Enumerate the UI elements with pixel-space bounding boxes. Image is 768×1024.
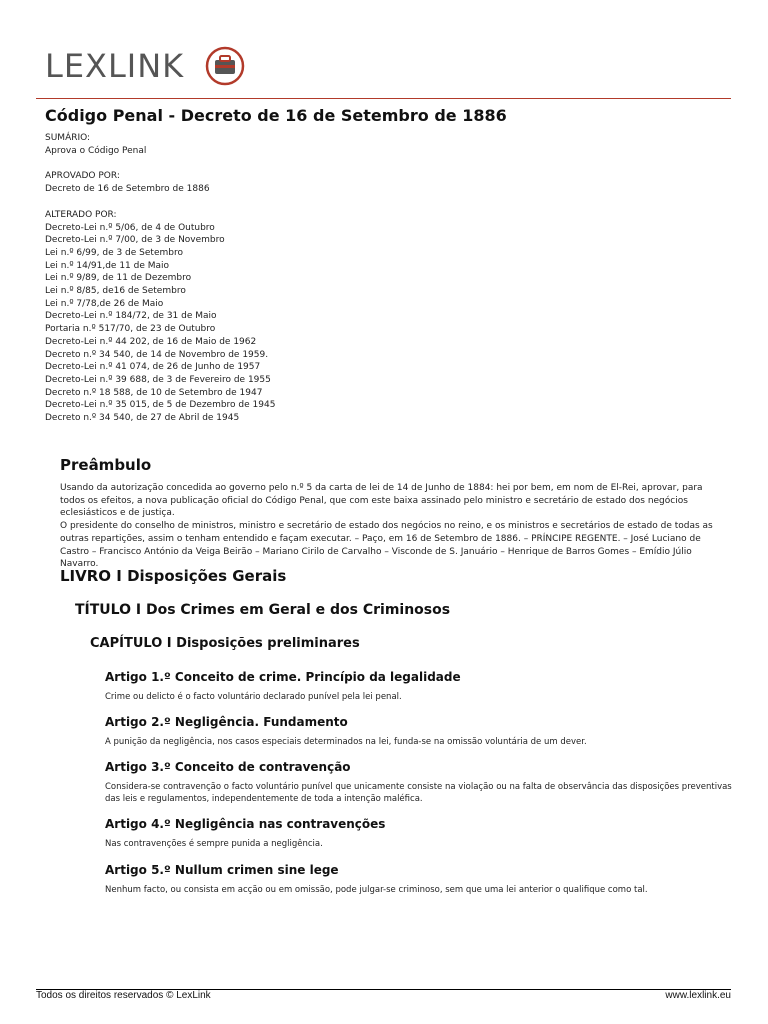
- article-1: [105, 669, 735, 703]
- article-text: Nas contravenções é sempre punida a negligência.: [105, 839, 323, 849]
- article-4: [105, 816, 735, 850]
- alterado-item: Decreto-Lei n.º 5/06, de 4 de Outubro: [45, 222, 215, 233]
- article-heading: Artigo 2.º Negligência. Fundamento: [105, 715, 348, 729]
- alterado-item: Decreto-Lei n.º 184/72, de 31 de Maio: [45, 311, 217, 322]
- footer-copyright: Todos os direitos reservados © LexLink: [36, 990, 211, 1001]
- alterado-item: Lei n.º 14/91,de 11 de Maio: [45, 260, 170, 271]
- alterado-item: Portaria n.º 517/70, de 23 de Outubro: [45, 324, 216, 335]
- article-text: A punição da negligência, nos casos especiais determinados na lei, funda-se na omissão voluntária de um dever.: [105, 737, 587, 747]
- sumario-block: [45, 132, 275, 157]
- sumario-label: SUMÁRIO:: [45, 133, 91, 143]
- titulo-heading: TÍTULO I Dos Crimes em Geral e dos Criminosos: [75, 602, 451, 618]
- article-text: Nenhum facto, ou consista em acção ou em omissão, pode julgar-se criminoso, sem que uma lei anterior o qualifique como tal.: [105, 885, 648, 895]
- document-metadata: [45, 132, 275, 438]
- alterado-item: Lei n.º 7/78,de 26 de Maio: [45, 298, 164, 309]
- alterado-item: Lei n.º 6/99, de 3 de Setembro: [45, 247, 183, 258]
- preambulo-heading: Preâmbulo: [60, 456, 152, 474]
- briefcase-circle-icon[interactable]: [205, 46, 245, 86]
- alterado-item: Decreto-Lei n.º 39 688, de 3 de Fevereiro de 1955: [45, 374, 271, 385]
- alterado-item: Decreto n.º 34 540, de 27 de Abril de 1945: [45, 413, 240, 424]
- article-heading: Artigo 3.º Conceito de contravenção: [105, 760, 351, 774]
- logo-wordmark[interactable]: LEXLINK: [45, 47, 185, 85]
- preambulo-paragraph: O presidente do conselho de ministros, ministro e secretário de estado dos negócios no reino, e os ministros e secretários de estado de todas as outras repartições, assim o tenham entendido e façam executar. – Paço, em 16 de Setembro de 1886. – PRÍNCIPE REGENTE. – José Luciano de Castro – Francisco António da Veiga Beirão – Mariano Cirilo de Carvalho – Visconde de S. Januário – Henrique de Barros Gomes – Emídio Júlio Navarro.: [60, 521, 713, 570]
- aprovado-block: [45, 170, 275, 195]
- article-heading: Artigo 1.º Conceito de crime. Princípio da legalidade: [105, 670, 461, 684]
- alterado-item: Lei n.º 8/85, de16 de Setembro: [45, 286, 186, 297]
- alterado-item: Decreto-Lei n.º 44 202, de 16 de Maio de 1962: [45, 336, 257, 347]
- alterado-item: Decreto-Lei n.º 35 015, de 5 de Dezembro de 1945: [45, 400, 276, 411]
- alterado-item: Decreto-Lei n.º 7/00, de 3 de Novembro: [45, 235, 225, 246]
- document-title: Código Penal - Decreto de 16 de Setembro de 1886: [45, 106, 507, 125]
- article-2: [105, 714, 735, 748]
- preambulo-text: [60, 482, 722, 571]
- article-heading: Artigo 5.º Nullum crimen sine lege: [105, 863, 339, 877]
- capitulo-heading: CAPÍTULO I Disposições preliminares: [90, 636, 360, 651]
- article-heading: Artigo 4.º Negligência nas contravenções: [105, 817, 386, 831]
- aprovado-label: APROVADO POR:: [45, 171, 120, 182]
- alterado-item: Decreto-Lei n.º 41 074, de 26 de Junho de 1957: [45, 362, 261, 373]
- alterado-item: Decreto n.º 34 540, de 14 de Novembro de 1959.: [45, 349, 269, 360]
- alterado-item: Lei n.º 9/89, de 11 de Dezembro: [45, 273, 192, 284]
- alterado-item: Decreto n.º 18 588, de 10 de Setembro de 1947: [45, 387, 263, 398]
- header-divider: [36, 98, 731, 99]
- footer-website-link[interactable]: www.lexlink.eu: [665, 990, 731, 1001]
- site-header: [45, 44, 735, 88]
- article-text: Considera-se contravenção o facto voluntário punível que unicamente consiste na violação ou na falta de observância das disposições preventivas das leis e regulamentos, independentemente de toda a intenção maléfica.: [105, 782, 732, 804]
- article-5: [105, 862, 735, 896]
- aprovado-value: Decreto de 16 de Setembro de 1886: [45, 184, 210, 195]
- article-text: Crime ou delicto é o facto voluntário declarado punível pela lei penal.: [105, 692, 402, 702]
- alterado-label: ALTERADO POR:: [45, 209, 117, 220]
- alterado-block: [45, 209, 275, 425]
- sumario-value: Aprova o Código Penal: [45, 145, 147, 156]
- preambulo-paragraph: Usando da autorização concedida ao governo pelo n.º 5 da carta de lei de 14 de Junho de 1884: hei por bem, em nom de El-Rei, aprovar, para todos os efeitos, a nova publicação oficial do Código Penal, que com este baixa assinado pelo ministro e secretário de estado dos negócios eclesiásticos e de justiça.: [60, 483, 703, 519]
- article-3: [105, 759, 735, 805]
- livro-heading: LIVRO I Disposições Gerais: [60, 567, 287, 585]
